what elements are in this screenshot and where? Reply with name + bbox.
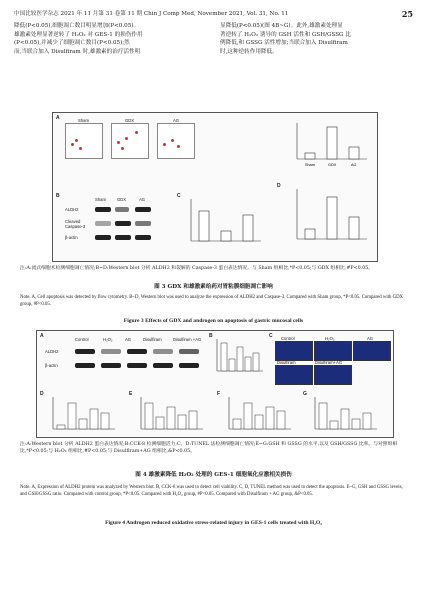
- panel-label-c: C: [177, 193, 181, 199]
- blot-fig4: [45, 337, 205, 373]
- panel-label-g: G: [303, 391, 307, 397]
- chart-g: [315, 397, 377, 429]
- panel-label-e: E: [129, 391, 133, 397]
- blot-row: β-actin: [45, 363, 58, 368]
- blot-col: Disulfiram: [143, 337, 162, 342]
- body-line: 而,当联合加入 Disulfiram 时,雄激素的治疗活性明: [14, 48, 141, 55]
- bar-ag: [349, 147, 359, 159]
- bar-sham: [305, 153, 315, 159]
- body-line: 雄激素处理显著逆转了 H₂O₂ 对 GES-1 的损伤作用: [14, 31, 143, 38]
- panel-label-d: D: [277, 183, 281, 189]
- blot-col: AG: [139, 197, 146, 202]
- bar-gdx: [327, 127, 337, 159]
- chart-f: [229, 397, 291, 429]
- panel-label-a: A: [40, 333, 44, 339]
- panel-label-c: C: [269, 333, 273, 339]
- body-line: 例降低,和 GSSG 活性增加;当联合加入 Disulfiram: [220, 40, 348, 47]
- blot-col: GDX: [117, 197, 127, 202]
- panel-label-d: D: [40, 391, 44, 397]
- fig3-caption-en: Note. A, Cell apoptosis was detected by flow cytometry. B~D, Western blot was used to analyze the expression of ALDH2 and Caspase-3. Compared with Sham group, *P<0.05. Compared with GDX group, #P<0.05.: [20, 295, 404, 308]
- fig4-title-en: Figure 4 Androgen reduced oxidative stress-related injury in GES-1 cells treated with H₂O₂: [105, 520, 322, 526]
- figure-3: [52, 112, 378, 262]
- blot-col: Sham: [95, 197, 106, 202]
- flow-title: GDX: [125, 118, 135, 123]
- body-line: 降低(P<0.05),细胞凋亡数目明显增加(P<0.05)。: [14, 23, 140, 29]
- micro-title: Disulfiram: [277, 360, 296, 365]
- fig3-title-en: Figure 3 Effects of GDX and androgen on apoptosis of gastric mucosal cells: [123, 318, 304, 324]
- flow-scatter: [65, 123, 195, 159]
- aldh2-bar-chart: [183, 197, 263, 253]
- flow-title: AG: [173, 118, 180, 123]
- x-tick-gdx: GDX: [328, 163, 337, 167]
- cck8-bar-chart: [213, 337, 265, 377]
- fig4-caption-cn: 注:A:Western blot 分析 ALDH2 蛋白表达情况;B:CCK-8 检测细胞活力;C、D:TUNEL 法检测细胞凋亡情况;E~G:GSH 和 GSSG 的水平,以及 GSH/GSSG 比率。与对照组相比,*P<0.05;与 H₂O₂ 组相比,#P<0.05;与 Disulfiram+AG 组相比,&P<0.05。: [20, 442, 398, 455]
- small-bar-charts: [45, 395, 389, 435]
- body-line: 时,这种逆转作用降低。: [220, 48, 278, 55]
- chart-e: [141, 397, 203, 429]
- micro-title: AG: [367, 336, 374, 341]
- apoptosis-bar-chart: [289, 119, 369, 169]
- micro-title: Disulfiram+AG: [315, 360, 343, 365]
- figure-4: [36, 330, 394, 438]
- body-column-right: [220, 22, 412, 56]
- panel-label-b: B: [56, 193, 60, 199]
- panel-label-a: A: [56, 115, 60, 121]
- fig3-title-cn: 图 3 GDX 和雄激素给药对胃粘膜细胞凋亡影响: [154, 284, 273, 290]
- x-tick-ag: AG: [351, 163, 357, 167]
- blot-col: Disulfiram +AG: [173, 337, 202, 342]
- x-tick-sham: Sham: [305, 163, 315, 167]
- blot-row: Cleaved Caspase-3: [65, 219, 86, 229]
- blot-row: ALDH2: [65, 207, 79, 212]
- blot-col: AG: [125, 337, 132, 342]
- blot-row: ALDH2: [45, 349, 59, 354]
- panel-label-f: F: [217, 391, 221, 397]
- running-header: [14, 9, 413, 19]
- micro-title: Control: [281, 336, 295, 341]
- blot-col: Control: [75, 337, 89, 342]
- panel-label-b: B: [209, 333, 213, 339]
- flow-title: Sham: [78, 118, 89, 123]
- blot-row: β-actin: [65, 235, 78, 240]
- body-line: 著逆转了 H₂O₂ 诱导的 GSH 活性和 GSH/GSSG 比: [220, 31, 351, 38]
- blot-fig3: [65, 197, 157, 247]
- body-line: 显降低(P<0.05)(图 4B~G)。此外,雄激素处理显: [220, 23, 343, 29]
- caspase3-bar-chart: [289, 187, 369, 251]
- fig4-caption-en: Note. A, Expression of ALDH2 protein was analyzed by Western blot. B, CCK-8 was used to detect cell viability. C, D, TUNEL method was used to detect the apoptosis. E~G, GSH and GSSG levels, and GSH/GSSG ratio. Compared with control group, *P<0.05. Compared with H₂O₂ group, #P<0.05. Compared with Disulfiram + AG group, &P<0.05.: [20, 485, 403, 498]
- fig4-title-cn: 图 4 雄激素降低 H₂O₂ 处理的 GES-1 细胞氧化应激相关损伤: [135, 472, 292, 478]
- chart-d: [53, 397, 115, 429]
- blot-col: H₂O₂: [103, 337, 113, 342]
- fig3-caption-cn: 注:A:流式细胞术检测细胞凋亡情况;B~D:Western blot 分析 ALDH2 和裂解的 Caspase-3 蛋白表达情况。与 Sham 组相比,*P<0.05;与 GDX 组相比,#P<0.05。: [20, 266, 374, 271]
- body-line: (P<0.05),并减少了细胞凋亡数目(P<0.05);然: [14, 40, 130, 47]
- body-column-left: [14, 22, 206, 56]
- micro-title: H₂O₂: [325, 336, 335, 341]
- tunel-images: [275, 337, 389, 385]
- page-number: 25: [401, 9, 413, 19]
- header-text: 中国比较医学杂志 2021 年 11 月第 31 卷第 11 期 Chin J Comp Med, November 2021, Vol. 31, No. 11: [14, 11, 289, 17]
